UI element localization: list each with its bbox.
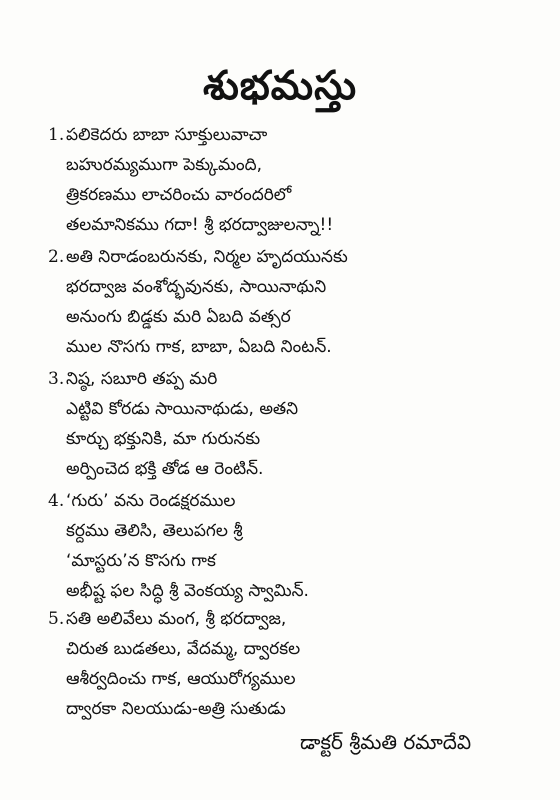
verse-line: ముల నొసగు గాక, బాబా, ఏబది నింటన్. xyxy=(66,337,332,357)
verse-line: తలమానికము గదా! శ్రీ భరద్వాజులన్నా!! xyxy=(66,215,334,235)
verse-number: 2. xyxy=(48,247,65,267)
verse-line: ద్వారకా నిలయుడు-అత్రి సుతుడు xyxy=(66,699,286,719)
verse-line: అనుంగు బిడ్డకు మరి ఏబది వత్సర xyxy=(66,307,291,327)
author-signature: డాక్టర్ శ్రీమతి రమాదేవి xyxy=(300,730,472,754)
verse-line: ఎట్టివి కోరడు సాయినాథుడు, అతని xyxy=(66,399,299,419)
verse-line: ‘గురు’ వను రెండక్షరముల xyxy=(66,491,236,511)
verse-line: ఆశీర్వదించు గాక, ఆయురోగ్యముల xyxy=(66,669,296,689)
verse-line: అర్పించెద భక్తి తోడ ఆ రెంటిన్. xyxy=(66,459,264,479)
verse-line: నిష్ఠ, సబూరి తప్ప మరి xyxy=(66,369,218,389)
verse-line: బహురమ్యముగా పెక్కుమంది, xyxy=(66,155,263,175)
verse-number: 4. xyxy=(48,491,65,511)
verse-line: అతి నిరాడంబరునకు, నిర్మల హృదయునకు xyxy=(66,247,348,267)
page-title: శుభమస్తు xyxy=(202,63,358,109)
verse-line: ‘మాస్టరు’న కొసగు గాక xyxy=(66,551,216,571)
verse-line: చిరుత బుడతలు, వేదమ్మ, ద్వారకల xyxy=(66,639,301,659)
verse-number: 5. xyxy=(48,609,65,629)
verse-line: పలికెదరు బాబా సూక్తులువాచా xyxy=(66,125,268,145)
verse-line: కర్దము తెలిసి, తెలుపగల శ్రీ xyxy=(66,521,243,541)
verse-number: 3. xyxy=(48,369,65,389)
verse-line: సతి అలివేలు మంగ, శ్రీ భరద్వాజ, xyxy=(66,609,287,629)
verse-line: అభీష్ట ఫల సిద్ధి శ్రీ వెంకయ్య స్వామిన్. xyxy=(66,581,309,601)
verse-number: 1. xyxy=(48,125,65,145)
verse-line: త్రికరణము లాచరించు వారందరిలో xyxy=(66,185,292,205)
verse-line: కూర్చు భక్తునికి, మా గురునకు xyxy=(66,429,261,449)
verse-line: భరద్వాజ వంశోద్భవునకు, సాయినాథుని xyxy=(66,277,327,297)
